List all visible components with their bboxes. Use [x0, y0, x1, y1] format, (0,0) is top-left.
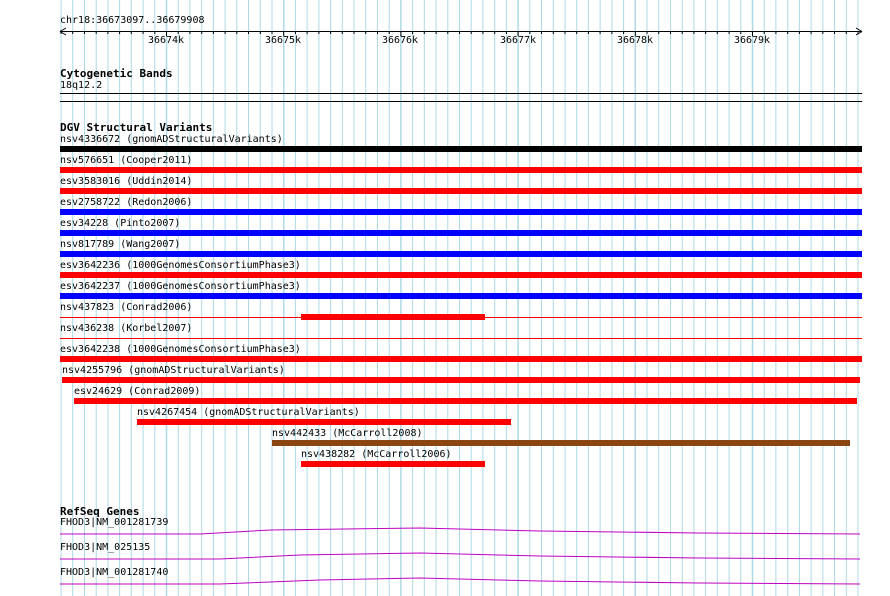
ruler-tick-label: 36678k: [616, 35, 654, 46]
variant-bar[interactable]: [60, 167, 862, 173]
variant-label[interactable]: nsv438282 (McCarroll2006): [301, 449, 452, 460]
variant-bar[interactable]: [74, 398, 857, 404]
variant-label[interactable]: nsv437823 (Conrad2006): [60, 302, 193, 313]
variant-bar[interactable]: [60, 209, 862, 215]
variant-label[interactable]: nsv576651 (Cooper2011): [60, 155, 193, 166]
variant-bar[interactable]: [60, 230, 862, 236]
refseq-track-title[interactable]: RefSeq Genes: [60, 505, 140, 518]
variant-bar[interactable]: [301, 461, 485, 467]
variant-label[interactable]: nsv4255796 (gnomADStructuralVariants): [62, 365, 285, 376]
cytoband-label[interactable]: 18q12.2: [60, 80, 103, 91]
variant-bar[interactable]: [60, 272, 862, 278]
gene-label[interactable]: FHOD3|NM_001281739: [60, 517, 169, 528]
gene-label[interactable]: FHOD3|NM_001281740: [60, 567, 169, 578]
region-label: chr18:36673097..36679908: [60, 15, 205, 26]
ruler-tick-label: 36677k: [499, 35, 537, 46]
variant-label[interactable]: esv24629 (Conrad2009): [74, 386, 201, 397]
variant-label[interactable]: nsv817789 (Wang2007): [60, 239, 181, 250]
track-divider: [60, 101, 862, 102]
variant-bar[interactable]: [60, 188, 862, 194]
gene-model: [60, 578, 860, 584]
variant-bar[interactable]: [301, 314, 485, 320]
dgv-track-title[interactable]: DGV Structural Variants: [60, 121, 213, 134]
variant-label[interactable]: esv34228 (Pinto2007): [60, 218, 181, 229]
ruler-tick-label: 36675k: [264, 35, 302, 46]
variant-label[interactable]: nsv436238 (Korbel2007): [60, 323, 193, 334]
variant-bar[interactable]: [60, 251, 862, 257]
variant-label[interactable]: esv3642237 (1000GenomesConsortiumPhase3): [60, 281, 301, 292]
variant-bar[interactable]: [62, 377, 860, 383]
gene-model: [60, 553, 860, 559]
variant-label[interactable]: esv3642236 (1000GenomesConsortiumPhase3): [60, 260, 301, 271]
variant-label[interactable]: nsv4336672 (gnomADStructuralVariants): [60, 134, 283, 145]
cytoband-band[interactable]: [60, 93, 862, 94]
ruler-tick-label: 36679k: [733, 35, 771, 46]
variant-label[interactable]: nsv442433 (McCarroll2008): [272, 428, 423, 439]
ruler-tick-label: 36676k: [381, 35, 419, 46]
variant-label[interactable]: nsv4267454 (gnomADStructuralVariants): [137, 407, 360, 418]
variant-line: [60, 338, 862, 339]
cytoband-track-title[interactable]: Cytogenetic Bands: [60, 67, 173, 80]
variant-label[interactable]: esv3583016 (Uddin2014): [60, 176, 193, 187]
gene-label[interactable]: FHOD3|NM_025135: [60, 542, 151, 553]
variant-bar[interactable]: [60, 293, 862, 299]
variant-bar[interactable]: [137, 419, 511, 425]
ruler-tick-label: 36674k: [147, 35, 185, 46]
variant-label[interactable]: esv2758722 (Redon2006): [60, 197, 193, 208]
variant-bar[interactable]: [272, 440, 850, 446]
gene-model: [60, 528, 860, 534]
variant-bar[interactable]: [60, 146, 862, 152]
variant-label[interactable]: esv3642238 (1000GenomesConsortiumPhase3): [60, 344, 301, 355]
variant-bar[interactable]: [60, 356, 862, 362]
